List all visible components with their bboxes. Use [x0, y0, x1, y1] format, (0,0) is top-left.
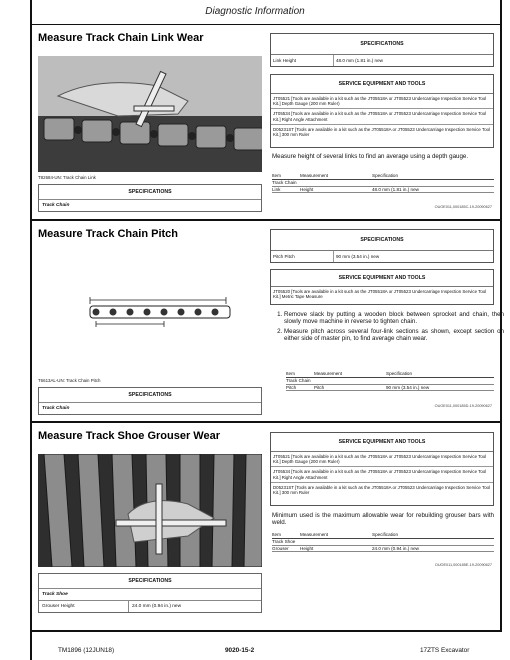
cell-measurement: Pitch: [314, 384, 325, 390]
col-header-measurement: Measurement: [300, 173, 329, 178]
spec-summary-caption: SPECIFICATIONS: [39, 388, 261, 403]
track-chain-link-photo: [38, 56, 262, 172]
instruction-link-wear: Measure height of several links to find an average using a depth gauge.: [272, 153, 469, 160]
col-header-measurement: Measurement: [314, 371, 343, 376]
procedure-step: 2. Measure pitch across several four-link sections as shown, except section on either side of master pin, to find average chain wear.: [284, 328, 504, 343]
procedure-steps-chain-pitch: [274, 311, 504, 345]
spec-summary-row: [39, 200, 261, 211]
spec-box-chain-pitch: [270, 229, 494, 263]
section-title-chain-pitch: Measure Track Chain Pitch: [38, 228, 178, 240]
header-rule: [30, 24, 502, 25]
footer-rule: [30, 630, 502, 632]
reference-code: OUOE011,000185D-19-20090627: [434, 404, 492, 408]
tool-item: D05231ST [Tools are available in a kit such as the JT05518A or JT05523 Undercarriage Inspection Service Tool Kit.] 300 mm Ruler: [273, 484, 491, 496]
spec-table-grouser: [272, 532, 494, 552]
tool-item: JT05520 [Tools are available in a kit such as the JT05518A or JT05523 Undercarriage Inspection Service Tool Kit.] Metric Tape Measure: [273, 289, 487, 300]
col-header-specification: Specification: [386, 371, 413, 376]
col-header-specification: Specification: [372, 532, 399, 537]
col-header-item: Item: [286, 371, 295, 376]
footer-model: 17ZTS Excavator: [420, 647, 470, 654]
diagram-track-chain-pitch: [38, 296, 262, 332]
tool-item: JT05521 [Tools are available in a kit such as the JT05518A or JT05523 Undercarriage Inspection Service Tool Kit.] Depth Gauge (200 mm Ruler): [271, 452, 493, 467]
table-group-label: Track Chain: [286, 377, 311, 383]
tools-box-caption: SERVICE EQUIPMENT AND TOOLS: [271, 75, 493, 94]
spec-label: Link Height: [271, 55, 334, 66]
tool-item: D05231ST [Tools are available in a kit such as the JT05518A or JT05523 Undercarriage Inspection Service Tool Kit.] 300 mm Ruler: [273, 126, 491, 138]
col-header-item: Item: [272, 173, 281, 178]
table-group-label: Track Chain: [272, 179, 297, 185]
tool-item: JT05521 [Tools are available in a kit such as the JT05518A or JT05523 Undercarriage Inspection Service Tool Kit.] Depth Gauge (200 mm Ruler): [271, 94, 493, 109]
photo-track-chain-link: [38, 56, 262, 172]
table-group-label: Track Shoe: [272, 538, 296, 544]
footer-page-number: 9020-15-2: [225, 647, 255, 654]
table-group-row: [272, 180, 494, 187]
table-header-row: [286, 371, 494, 378]
spec-box-row: [271, 55, 493, 66]
reference-code: OUOE011,000185E-19-20090627: [434, 563, 492, 567]
table-header-row: [272, 173, 494, 180]
spec-table-link-wear: [272, 173, 494, 193]
page-header: Diagnostic Information: [205, 6, 305, 17]
track-chain-pitch-diagram: [38, 296, 262, 332]
tools-box-chain-pitch: [270, 269, 494, 305]
spec-box-row: [271, 251, 493, 262]
cell-specification: 90 mm (3.54 in.) new: [386, 384, 430, 390]
spec-value: 48.0 mm (1.81 in.) new: [336, 58, 383, 63]
spec-summary-label: Grouser Height: [39, 601, 129, 612]
cell-item: Grouser: [272, 545, 289, 551]
photo-track-shoe-grouser: [38, 454, 262, 567]
table-group-row: [272, 539, 494, 546]
col-header-specification: Specification: [372, 173, 399, 178]
left-margin-rule: [30, 0, 32, 660]
spec-table-chain-pitch: [286, 371, 494, 391]
spec-summary-caption: SPECIFICATIONS: [39, 574, 261, 589]
spec-box-caption: SPECIFICATIONS: [271, 230, 493, 251]
spec-summary-subject: Track Chain: [42, 406, 70, 411]
reference-code: OUOE011,000185C-19-20090627: [434, 205, 492, 209]
section-title-link-wear: Measure Track Chain Link Wear: [38, 32, 204, 44]
spec-label: Pitch Pitch: [271, 251, 334, 262]
cell-specification: 24.0 mm (0.94 in.) new: [372, 545, 419, 551]
cell-measurement: Height: [300, 186, 314, 192]
cell-item: Link: [272, 186, 281, 192]
tool-item: JT05534 [Tools are available in a kit such as the JT05518A or JT05523 Undercarriage Inspection Service Tool Kit.] Right Angle Attachment: [271, 467, 493, 482]
spec-summary-grouser: [38, 573, 262, 613]
spec-summary-value: 24.0 mm (0.94 in.) new: [132, 604, 182, 609]
spec-summary-row: [39, 589, 261, 600]
spec-summary-chain-pitch: [38, 387, 262, 415]
figure-caption-chain-pitch: T6613AL-UN: Track Chain Pitch: [38, 378, 101, 383]
spec-summary-subject: Track Chain: [42, 203, 70, 208]
tools-box-link-wear: [270, 74, 494, 148]
tools-box-grouser: [270, 432, 494, 506]
cell-specification: 48.0 mm (1.81 in.) new: [372, 186, 419, 192]
spec-box-link-wear: [270, 33, 494, 67]
spec-summary-row: [39, 600, 261, 612]
col-header-item: Item: [272, 532, 281, 537]
instruction-grouser: Minimum used is the maximum allowable wear for rebuilding grouser bars with weld.: [272, 512, 494, 527]
procedure-step: 1. Remove slack by putting a wooden block between sprocket and chain, then slowly move machine in reverse to tighten chain.: [284, 311, 504, 326]
cell-measurement: Height: [300, 545, 314, 551]
tools-box-caption: SERVICE EQUIPMENT AND TOOLS: [271, 270, 493, 287]
spec-summary-caption: SPECIFICATIONS: [39, 185, 261, 200]
section-title-grouser-wear: Measure Track Shoe Grouser Wear: [38, 430, 220, 442]
cell-item: Pitch: [286, 384, 297, 390]
track-shoe-grouser-photo: [38, 454, 262, 567]
section-divider: [30, 219, 502, 221]
tools-box-caption: SERVICE EQUIPMENT AND TOOLS: [271, 433, 493, 452]
spec-value: 90 mm (3.54 in.) new: [336, 254, 380, 259]
spec-summary-subject: Track Shoe: [42, 592, 68, 597]
tool-item: JT05534 [Tools are available in a kit such as the JT05518A or JT05523 Undercarriage Inspection Service Tool Kit.] Right Angle Attachment: [271, 109, 493, 124]
table-header-row: [272, 532, 494, 539]
spec-box-caption: SPECIFICATIONS: [271, 34, 493, 55]
spec-summary-link-wear: [38, 184, 262, 212]
section-divider: [30, 421, 502, 423]
figure-caption-link-wear: T82684-UN: Track Chain Link: [38, 175, 96, 180]
spec-summary-row: [39, 403, 261, 414]
table-row: [272, 187, 494, 194]
table-row: [272, 546, 494, 553]
table-row: [286, 385, 494, 392]
footer-doc-id: TM1896 (12JUN18): [58, 647, 115, 654]
table-group-row: [286, 378, 494, 385]
col-header-measurement: Measurement: [300, 532, 329, 537]
